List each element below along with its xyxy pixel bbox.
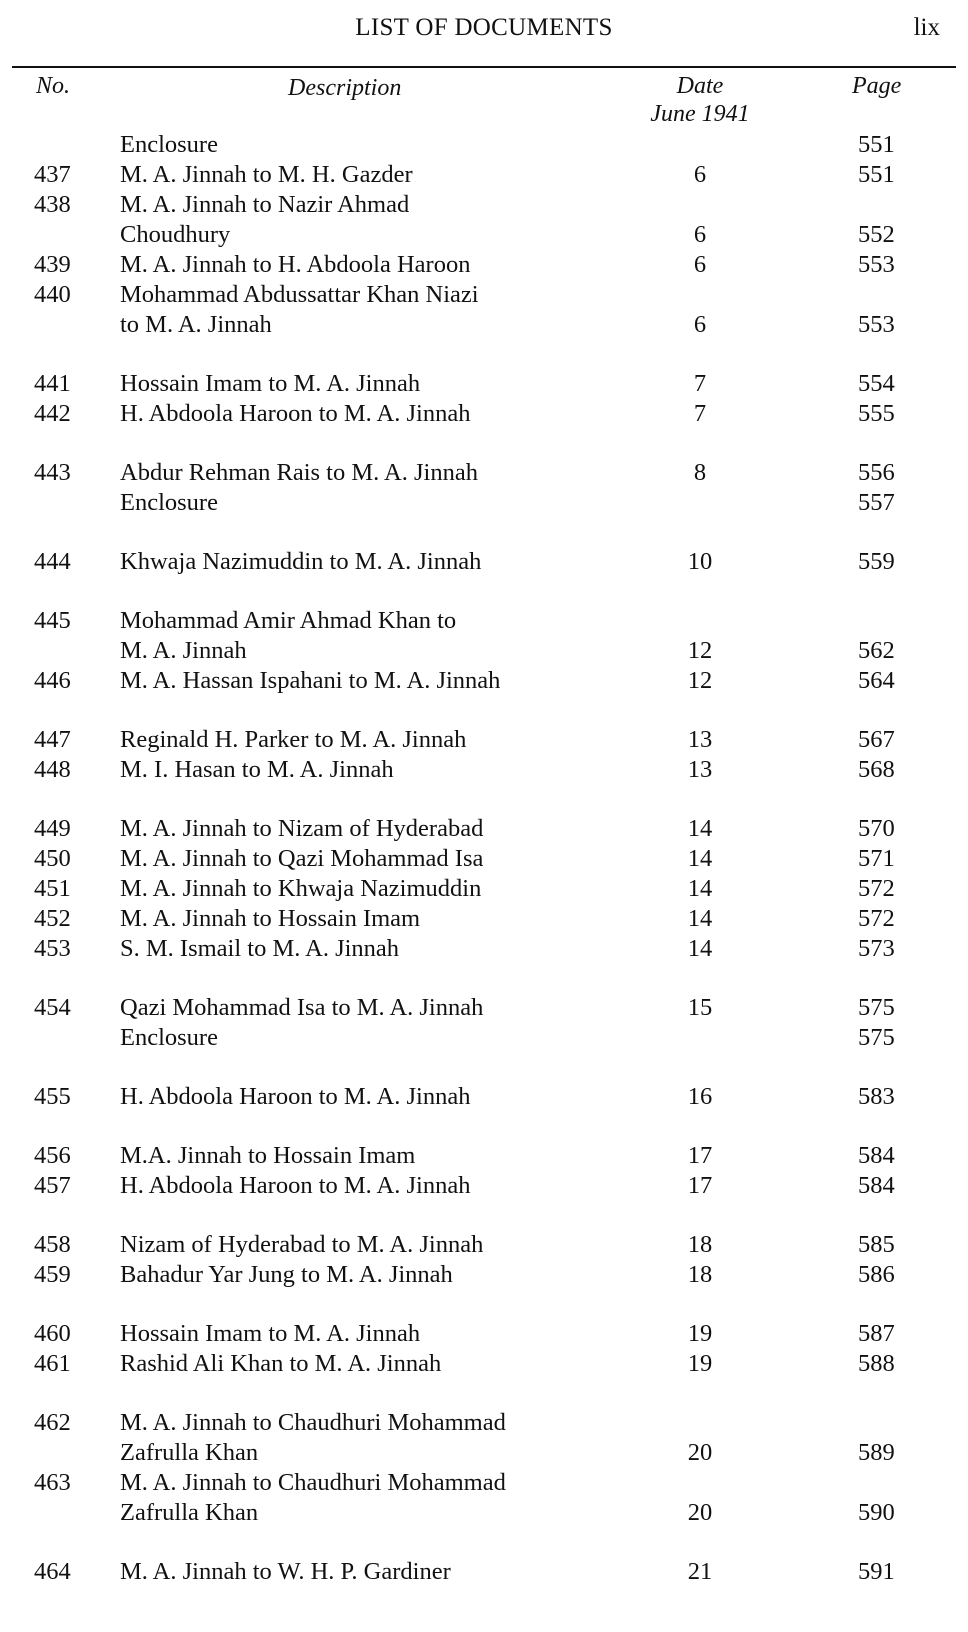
document-page: 553 xyxy=(858,251,895,278)
document-page: 551 xyxy=(858,131,895,158)
document-page: 585 xyxy=(858,1231,895,1258)
document-page: 572 xyxy=(858,905,895,932)
document-page: 554 xyxy=(858,370,895,397)
list-row xyxy=(0,250,968,280)
list-row xyxy=(0,755,968,785)
document-number: 441 xyxy=(34,370,71,397)
list-row xyxy=(0,280,968,310)
document-number: 448 xyxy=(34,756,71,783)
column-headers xyxy=(0,72,968,132)
document-number: 463 xyxy=(34,1469,71,1496)
header-rule xyxy=(12,66,956,68)
document-number: 453 xyxy=(34,935,71,962)
list-row xyxy=(0,458,968,488)
document-page: 587 xyxy=(858,1320,895,1347)
list-row xyxy=(0,725,968,755)
document-date: 14 xyxy=(687,905,713,932)
document-description: Enclosure xyxy=(120,1024,218,1051)
document-description: M. A. Jinnah to Nazir Ahmad xyxy=(120,191,410,218)
document-description: to M. A. Jinnah xyxy=(120,311,272,338)
document-description: M. A. Jinnah to Hossain Imam xyxy=(120,905,421,932)
document-page: 567 xyxy=(858,726,895,753)
list-row xyxy=(0,369,968,399)
document-description: Bahadur Yar Jung to M. A. Jinnah xyxy=(120,1261,453,1288)
document-date: 12 xyxy=(687,637,713,664)
list-row xyxy=(0,1468,968,1498)
column-header-page: Page xyxy=(852,73,902,99)
document-date: 19 xyxy=(687,1350,713,1377)
document-description: H. Abdoola Haroon to M. A. Jinnah xyxy=(120,1172,471,1199)
list-row xyxy=(0,1349,968,1379)
document-number: 438 xyxy=(34,191,71,218)
document-page: 590 xyxy=(858,1499,895,1526)
document-date: 7 xyxy=(693,400,707,427)
document-number: 450 xyxy=(34,845,71,872)
list-row xyxy=(0,874,968,904)
document-date: 12 xyxy=(687,667,713,694)
list-row xyxy=(0,488,968,518)
list-row xyxy=(0,666,968,696)
document-page: 564 xyxy=(858,667,895,694)
document-description: Abdur Rehman Rais to M. A. Jinnah xyxy=(120,459,478,486)
list-row xyxy=(0,1082,968,1112)
document-description: M. I. Hasan to M. A. Jinnah xyxy=(120,756,394,783)
document-description: M. A. Jinnah to H. Abdoola Haroon xyxy=(120,251,471,278)
document-date: 6 xyxy=(693,161,707,188)
document-page: 584 xyxy=(858,1142,895,1169)
document-date: 20 xyxy=(687,1439,713,1466)
document-number: 452 xyxy=(34,905,71,932)
document-number: 454 xyxy=(34,994,71,1021)
document-description: Hossain Imam to M. A. Jinnah xyxy=(120,370,421,397)
document-number: 459 xyxy=(34,1261,71,1288)
document-number: 439 xyxy=(34,251,71,278)
list-row xyxy=(0,934,968,964)
document-date: 14 xyxy=(687,815,713,842)
document-page: 555 xyxy=(858,400,895,427)
document-date: 14 xyxy=(687,845,713,872)
document-description: M. A. Jinnah to Khwaja Nazimuddin xyxy=(120,875,482,902)
document-date: 7 xyxy=(693,370,707,397)
document-page: 572 xyxy=(858,875,895,902)
document-description: Zafrulla Khan xyxy=(120,1499,259,1526)
list-row xyxy=(0,130,968,160)
document-page: 553 xyxy=(858,311,895,338)
document-number: 442 xyxy=(34,400,71,427)
document-description: S. M. Ismail to M. A. Jinnah xyxy=(120,935,400,962)
document-page: 557 xyxy=(858,489,895,516)
list-row xyxy=(0,1498,968,1528)
list-row xyxy=(0,399,968,429)
document-number: 451 xyxy=(34,875,71,902)
document-number: 461 xyxy=(34,1350,71,1377)
list-row xyxy=(0,547,968,577)
document-date: 19 xyxy=(687,1320,713,1347)
list-row xyxy=(0,606,968,636)
document-description: M. A. Jinnah to M. H. Gazder xyxy=(120,161,413,188)
document-date: 13 xyxy=(687,726,713,753)
list-row xyxy=(0,814,968,844)
document-date: 10 xyxy=(687,548,713,575)
document-description: M.A. Jinnah to Hossain Imam xyxy=(120,1142,416,1169)
running-title: LIST OF DOCUMENTS xyxy=(355,14,613,41)
document-page: 583 xyxy=(858,1083,895,1110)
list-row xyxy=(0,636,968,666)
document-page: 589 xyxy=(858,1439,895,1466)
document-description: Qazi Mohammad Isa to M. A. Jinnah xyxy=(120,994,484,1021)
document-number: 437 xyxy=(34,161,71,188)
document-number: 440 xyxy=(34,281,71,308)
document-description: Enclosure xyxy=(120,131,218,158)
document-description: M. A. Jinnah xyxy=(120,637,247,664)
document-date: 20 xyxy=(687,1499,713,1526)
document-number: 445 xyxy=(34,607,71,634)
list-row xyxy=(0,904,968,934)
document-description: M. A. Hassan Ispahani to M. A. Jinnah xyxy=(120,667,501,694)
document-date: 18 xyxy=(687,1231,713,1258)
document-description: M. A. Jinnah to W. H. P. Gardiner xyxy=(120,1558,451,1585)
document-page: 551 xyxy=(858,161,895,188)
document-date: 18 xyxy=(687,1261,713,1288)
document-page: 575 xyxy=(858,994,895,1021)
list-row xyxy=(0,1408,968,1438)
document-date: 13 xyxy=(687,756,713,783)
document-date: 8 xyxy=(693,459,707,486)
document-description: M. A. Jinnah to Chaudhuri Mohammad xyxy=(120,1409,506,1436)
document-page: 573 xyxy=(858,935,895,962)
document-date: 15 xyxy=(687,994,713,1021)
column-header-date-month: June 1941 xyxy=(650,101,750,127)
document-description: Rashid Ali Khan to M. A. Jinnah xyxy=(120,1350,442,1377)
list-row xyxy=(0,1438,968,1468)
document-date: 6 xyxy=(693,221,707,248)
list-row xyxy=(0,160,968,190)
document-description: Enclosure xyxy=(120,489,218,516)
column-header-date: Date xyxy=(676,73,724,99)
document-date: 14 xyxy=(687,935,713,962)
list-row xyxy=(0,1141,968,1171)
document-page: 559 xyxy=(858,548,895,575)
page-number: lix xyxy=(913,14,940,41)
list-row xyxy=(0,1260,968,1290)
list-row xyxy=(0,844,968,874)
document-description: Mohammad Amir Ahmad Khan to xyxy=(120,607,457,634)
list-row xyxy=(0,220,968,250)
document-date: 16 xyxy=(687,1083,713,1110)
document-date: 17 xyxy=(687,1142,713,1169)
document-page: 571 xyxy=(858,845,895,872)
document-page: 575 xyxy=(858,1024,895,1051)
document-page: 588 xyxy=(858,1350,895,1377)
document-number: 458 xyxy=(34,1231,71,1258)
document-number: 446 xyxy=(34,667,71,694)
document-number: 456 xyxy=(34,1142,71,1169)
document-description: Choudhury xyxy=(120,221,231,248)
document-date: 21 xyxy=(687,1558,713,1585)
document-page: 552 xyxy=(858,221,895,248)
document-number: 460 xyxy=(34,1320,71,1347)
document-description: Khwaja Nazimuddin to M. A. Jinnah xyxy=(120,548,482,575)
document-description: Hossain Imam to M. A. Jinnah xyxy=(120,1320,421,1347)
list-row xyxy=(0,993,968,1023)
document-page: 562 xyxy=(858,637,895,664)
list-row xyxy=(0,1171,968,1201)
document-number: 462 xyxy=(34,1409,71,1436)
document-number: 457 xyxy=(34,1172,71,1199)
document-description: M. A. Jinnah to Qazi Mohammad Isa xyxy=(120,845,484,872)
document-page: 586 xyxy=(858,1261,895,1288)
document-page: 556 xyxy=(858,459,895,486)
document-list xyxy=(0,130,968,1587)
page-header xyxy=(0,14,968,50)
document-number: 449 xyxy=(34,815,71,842)
column-header-no: No. xyxy=(36,73,71,99)
document-description: H. Abdoola Haroon to M. A. Jinnah xyxy=(120,400,471,427)
document-page: 570 xyxy=(858,815,895,842)
list-row xyxy=(0,1319,968,1349)
document-description: Mohammad Abdussattar Khan Niazi xyxy=(120,281,479,308)
list-row xyxy=(0,1230,968,1260)
list-row xyxy=(0,1557,968,1587)
document-description: M. A. Jinnah to Nizam of Hyderabad xyxy=(120,815,484,842)
document-description: Zafrulla Khan xyxy=(120,1439,259,1466)
document-number: 443 xyxy=(34,459,71,486)
document-description: Reginald H. Parker to M. A. Jinnah xyxy=(120,726,467,753)
document-date: 17 xyxy=(687,1172,713,1199)
document-number: 447 xyxy=(34,726,71,753)
document-page: 591 xyxy=(858,1558,895,1585)
document-page: 584 xyxy=(858,1172,895,1199)
document-description: H. Abdoola Haroon to M. A. Jinnah xyxy=(120,1083,471,1110)
document-description: M. A. Jinnah to Chaudhuri Mohammad xyxy=(120,1469,506,1496)
document-date: 6 xyxy=(693,251,707,278)
document-number: 444 xyxy=(34,548,71,575)
column-header-description: Description xyxy=(288,75,402,101)
list-row xyxy=(0,190,968,220)
list-row xyxy=(0,1023,968,1053)
document-number: 455 xyxy=(34,1083,71,1110)
document-description: Nizam of Hyderabad to M. A. Jinnah xyxy=(120,1231,484,1258)
document-page: 568 xyxy=(858,756,895,783)
document-date: 14 xyxy=(687,875,713,902)
document-number: 464 xyxy=(34,1558,71,1585)
list-row xyxy=(0,310,968,340)
document-date: 6 xyxy=(693,311,707,338)
